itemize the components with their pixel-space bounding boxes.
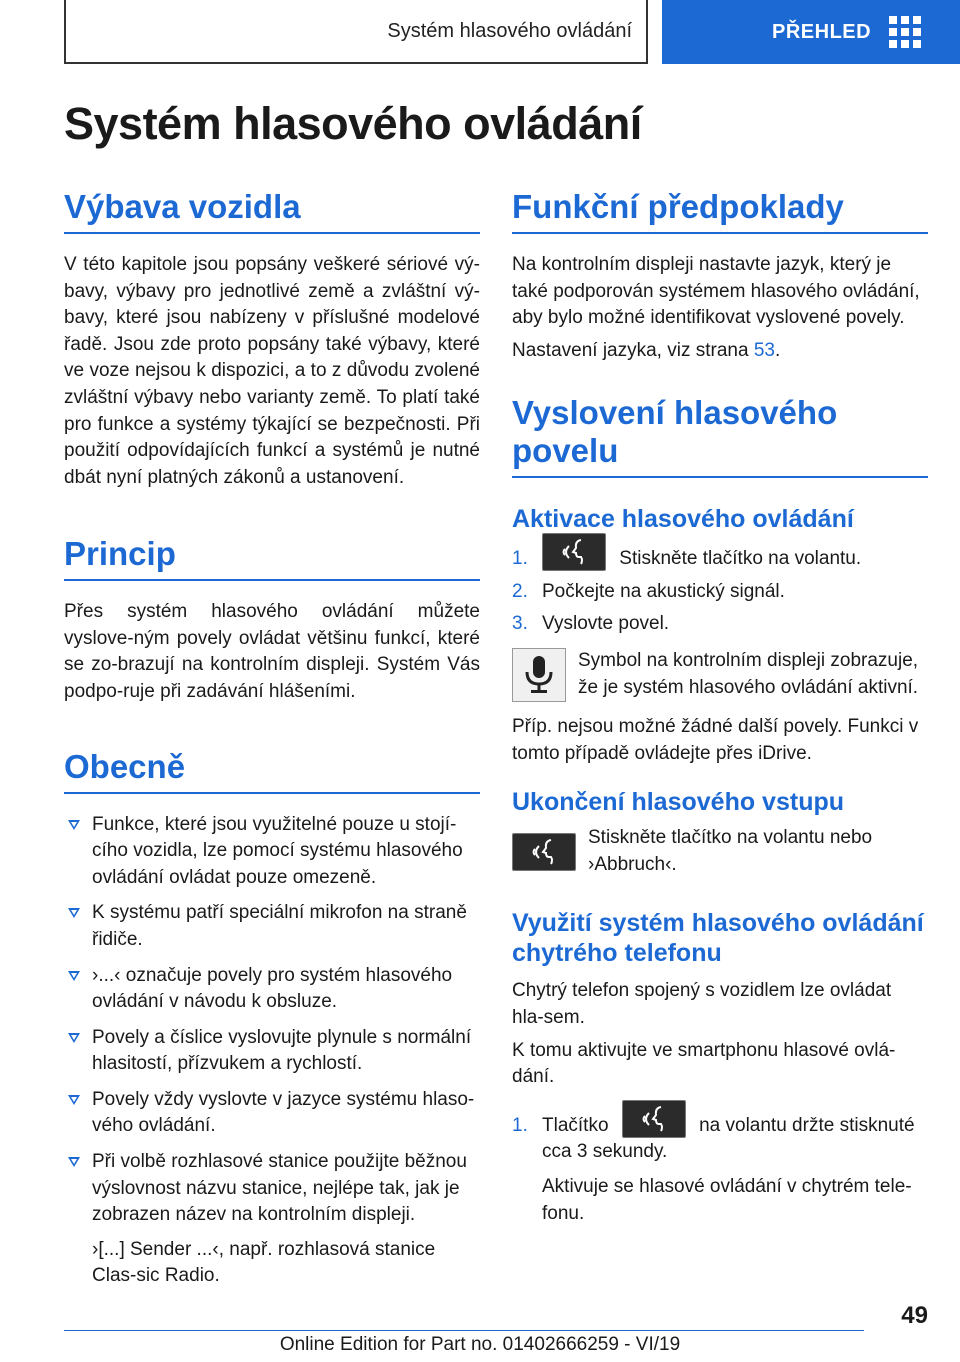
left-column bbox=[64, 188, 480, 1299]
triangle-bullet-icon bbox=[68, 1033, 80, 1043]
list-item: 3. Vyslovte povel. bbox=[512, 613, 670, 635]
heading-obecne: Obecně bbox=[64, 748, 480, 794]
ukonceni-text: Stiskněte tlačítko na volantu nebo ›Abbruch‹. bbox=[588, 827, 873, 875]
aktivace-steps bbox=[512, 546, 928, 638]
header-chapter-tab[interactable] bbox=[662, 0, 960, 64]
paragraph-predpoklady: Na kontrolním displeji nastavte jazyk, který je také podporován systémem hlasového ovládání, aby bylo možné identifikovat vyslovené povely. bbox=[512, 253, 920, 329]
grid-icon bbox=[889, 16, 921, 48]
phone-step-note: Aktivuje se hlasové ovládání v chytrém tele‐fonu. bbox=[542, 1175, 912, 1224]
triangle-bullet-icon bbox=[68, 971, 80, 981]
list-item: Funkce, které jsou využitelné pouze u stojí‐cího vozidla, lze pomocí systému hlasového ovládání ovládat pouze omezeně. bbox=[64, 812, 480, 892]
list-item: 1. Tlačítko na volantu držte stisknuté cca 3 sekundy. Aktivuje se hlasové ovládání v chytrém tele‐fonu. bbox=[512, 1113, 928, 1227]
bullet-note: ›[...] Sender ...‹, např. rozhlasová stanice Clas‐sic Radio. bbox=[92, 1238, 436, 1287]
subheading-aktivace: Aktivace hlasového ovládání bbox=[512, 505, 854, 534]
list-item: 1. Stiskněte tlačítko na volantu. bbox=[512, 546, 928, 573]
heading-vysloveni: Vyslovení hlasového povelu bbox=[512, 394, 928, 478]
paragraph-smartphone-2: K tomu aktivujte ve smartphonu hlasové ovlá‐dání. bbox=[512, 1039, 896, 1088]
list-item: 2. Počkejte na akustický signál. bbox=[512, 580, 785, 602]
paragraph-dalsi-povely: Příp. nejsou možné žádné další povely. Funkci v tomto případě ovládejte přes iDrive. bbox=[512, 715, 919, 764]
heading-princip: Princip bbox=[64, 535, 480, 581]
footer-divider bbox=[64, 1330, 864, 1331]
subheading-ukonceni: Ukončení hlasového vstupu bbox=[512, 788, 845, 817]
list-item: K systému patří speciální mikrofon na straně řidiče. bbox=[64, 900, 480, 953]
page-title: Systém hlasového ovládání bbox=[64, 98, 642, 149]
ukonceni-row bbox=[512, 825, 928, 878]
header-section-label: Systém hlasového ovládání bbox=[387, 19, 632, 42]
obecne-list bbox=[64, 812, 480, 1291]
list-item: ›...‹ označuje povely pro systém hlasového ovládání v návodu k obsluze. bbox=[64, 963, 480, 1016]
smartphone-steps bbox=[512, 1113, 928, 1227]
voice-button-icon bbox=[542, 533, 606, 571]
subheading-smartphone: Využití systém hlasového ovládání chytrého telefonu bbox=[512, 909, 924, 968]
mic-note-row bbox=[512, 648, 928, 702]
right-column bbox=[512, 188, 928, 1233]
paragraph-nastaveni-jazyka: Nastavení jazyka, viz strana 53. bbox=[512, 339, 781, 361]
triangle-bullet-icon bbox=[68, 1095, 80, 1105]
footer-edition: Online Edition for Part no. 01402666259 - VI/19 bbox=[279, 1334, 681, 1355]
triangle-bullet-icon bbox=[68, 820, 80, 830]
mic-note: Symbol na kontrolním displeji zobrazuje, že je systém hlasového ovládání aktivní. bbox=[578, 649, 919, 698]
heading-vybava-vozidla: Výbava vozidla bbox=[64, 188, 480, 234]
page-number: 49 bbox=[901, 1302, 928, 1329]
heading-funkcni-predpoklady: Funkční předpoklady bbox=[512, 188, 928, 234]
paragraph-smartphone-1: Chytrý telefon spojený s vozidlem lze ovládat hla‐sem. bbox=[512, 980, 892, 1028]
triangle-bullet-icon bbox=[68, 908, 80, 918]
voice-button-icon bbox=[622, 1100, 686, 1138]
list-item: Při volbě rozhlasové stanice použijte běžnou výslovnost názvu stanice, nejlépe tak, jak je zobrazen název na kontrolním displeji. ›[...] Sender ...‹, např. rozhlasová stanice Clas‐sic Radio. bbox=[64, 1149, 480, 1290]
header-section-tab bbox=[64, 0, 648, 64]
list-item: Povely a číslice vyslovujte plynule s normální hlasitostí, přízvukem a rychlostí. bbox=[64, 1025, 480, 1078]
header-chapter-label: PŘEHLED bbox=[772, 20, 872, 43]
microphone-icon bbox=[512, 648, 566, 702]
voice-button-icon bbox=[512, 833, 576, 871]
list-item: Povely vždy vyslovte v jazyce systému hlaso‐vého ovládání. bbox=[64, 1087, 480, 1140]
page-link-53[interactable]: 53 bbox=[753, 339, 775, 361]
paragraph-princip: Přes systém hlasového ovládání můžete vyslove‐ným povely ovládat většinu funkcí, které se zo‐brazují na kontrolním displeji. Systém Vás podpo‐ruje při zadávání hlášeními. bbox=[64, 601, 480, 702]
triangle-bullet-icon bbox=[68, 1157, 80, 1167]
paragraph-vybava: V této kapitole jsou popsány veškeré sériové vý‐bavy, výbavy pro jednotlivé země a zvláštní vý‐bavy, které jsou nabízeny v příslušné modelové řadě. Jsou zde proto popsány také výbavy, které ve voze nejsou k dispozici, a to z důvodu zvolené zvláštní výbavy nebo varianty země. To platí také pro funkce a systémy týkající se bezpečnosti. Při použití odpovídajících funkcí a systémů je nutné dbát nyní platných zákonů a ustanovení. bbox=[64, 253, 480, 488]
